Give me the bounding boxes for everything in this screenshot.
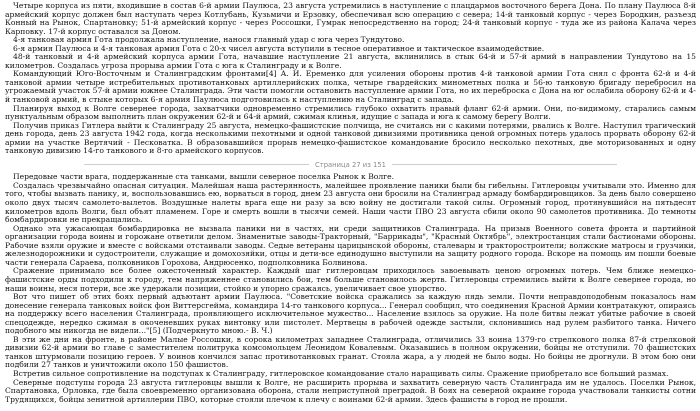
paragraph: 4-я танковая армия Гота продолжала наступление, нанося главный удар с юга через Тундутово. [13,35,405,45]
paragraph: Сражение принимало все более ожесточенный характер. Каждый шаг гитлеровцам приходилось завоевывать ценою огромных потерь. Чем ближе немецко-фашистские орды подходили к городу, тем напряженнее становились бои, тем больше становилось жертв. Гитлеровцы стремились выйти к Волге севернее города, но наши воины, неся потери, все же удержали позиции, стойко и упорно сражаясь, увеличивает свое упорство. [5,266,696,293]
paragraph: Вот что пишет об этих боях первый адъютант армии Паулюса. "Советские войска сражались за каждую пядь земли. Почти неправдоподобным показалось нам донесение генерала танковых войск фон Виттерсгейма, командира 14-го танкового корпуса... Генерал сообщил, что соединения Красной Армии контратакуют, опираясь на поддержку всего населения Сталинграда, проявляющего исключительное мужество... Население взялось за оружие. На поле битвы лежат убитые рабочие в своей спецодежде, нередко сжимая в окоченевших руках винтовку или пистолет. Мертвецы в рабочей одежде застыли, склонившись над рулем разбитого танка. Ничего подобного мы никогда не видели..."[5] (Подчеркнуто мною.- В. Ч.) [5,292,696,336]
paragraph: Командующий Юго-Восточным и Сталинградским фронтами[4] А. И. Еременко для усиления обороны против 4-й танковой армии Гота снял с фронта 62-й и 4-й танковой армии четыре истребительных противотанковых артиллерийских полка, четыре гвардейских минометных полка и 56-ю танковую бригаду перебросил на угрожаемый участок 57-й армии южнее Сталинграда. Эти части помогли остановить наступление армии Гота, но их переброска с Дона на юг ослабила оборону 62-й и 4-й танковой армий, в стыке которых 6-я армия Паулюса подготовилась к наступлению на Сталинград с запада. [5,69,696,105]
paragraph: Создалась чрезвычайно опасная ситуация. Малейшая наша растерянность, малейшее проявление паники были бы гибельны. Гитлеровцы учитывали это. Именно для того, чтобы вызвать панику, и, воспользовавшись ею, ворваться в город, днем 23 августа они бросили на Сталинград армаду бомбардировщиков. За день было совершено около двух тысяч самолето-вылетов. Воздушные налеты врага еще ни разу за всю войну не достигали такой силы. Огромный город, протянувшийся на пятьдесят километров вдоль Волги, был объят пламенем. Горе и смерть вошли в тысячи семей. Наши части ПВО 23 августа сбили около 90 самолетов противника. До темноты бомбардировки не прекращались. [5,180,696,225]
paragraph: Передовые части врага, поддержанные ста танками, вышли северное поселка Рынок к Волге. [13,172,395,182]
paragraph: Получив приказ Гитлера выйти к Сталинграду 25 августа, немецко-фашистские полчища, не считаясь ни с какими потерями, рвались к Волге. Наступил трагический день города, день 23 августа 1942 года, когда несколькими пехотными и одной танковой дивизиями противника ценой огромных потерь удалось прорвать оборону 62-й армии на участке Вертячий - Песковатка. В образовавшийся прорыв немецко-фашистское командование бросило несколько пехотных, две моторизованных и одну танковую дивизию 14-го танкового и 8-го армейского корпусов. [5,120,696,156]
page-bottom-text [5,173,696,404]
paragraph: Планируя выход к Волге севернее города, захватчики одновременно стремились глубоко охватить правый фланг 62-й армии. Они, по-видимому, старались самым пунктуальным образом выполнить план окружения 62-й и 64-й армий, сжимая клинья, идущие с запада и юга к самому берегу Волги. [5,103,696,122]
page-top-text [5,2,696,156]
paragraph: 48-й танковый и 4-й армейский корпуса армии Гота, начавшие наступление 21 августа, вклинились в стык 64-й и 57-й армий в направлении Тундутово на 15 километров. Создалась угроза прорыва армии Гота с юга к Сталинграду и к Волге. [5,52,696,70]
page-separator: Страница 27 из 151 [5,161,696,170]
paragraph: 6-я армия Паулюса и 4-я танковая армия Гота с 20-х чисел августа вступили в тесное оперативное и тактическое взаимодействие. [13,43,545,53]
paragraph: Северные подступы города 23 августа гитлеровцы вышли к Волге, не расширить прорыва и захватить северную часть Сталинграда им не удалось. Поселки Рынок, Спартановка, Орловка, где была своевременно организована оборона, стали неприступной преградой. В боях на северной окраине города участвовали танкисты сотни Трудящихся, бойцы зенитной артиллерии ПВО, которые стояли плечом к плечу с воинами 62-й армии. Здесь фашисты в город не прошли. [5,377,696,404]
paragraph: Однако эта ужасающая бомбардировка не вызвала паники ни в частях, ни среди защитников Сталинграда. На призыв Военного совета фронта и партийной организации города воины и горожане ответили делом. Знаменитые заводы-Тракторный, "Баррикады", "Красный Октябрь", электростанция стали бастионами обороны. Рабочие взяли оружие и вместе с войсками отстаивали заводы. Седые ветераны царицынской обороны, сталевары и тракторостроители; волжские матросы и грузчики, железнодорожники и судостроители, служащие и домохозяйки, отцы и дети-все единодушно выступили на защиту родного города. Вскоре на помощь им пошли боевые части генерала Сараева, полковников Горохова, Андрюсенко, подполковника Болвинова. [5,223,696,267]
paragraph: Четыре корпуса из пяти, входившие в состав 6-й армии Паулюса, 23 августа устремились в наступление с плацдармов восточного берега Дона. По плану Паулюса 8-й армейский корпус должен был наступать через Котлубань, Кузьмичи и Ерзовку, обеспечивая всю операцию с севера; 14-й танковый корпус - через Бородкин, разъезд Конный на Рынок, Спартановку; 51-й армейский корпус - через Россошки, Гумрак непосредственно на город; 24-й танковый корпус - туда же из района Калача через Карповку. 17-й корпус оставался за Доном. [5,1,696,36]
paragraph: Встретив сильное сопротивление на подступах к Сталинграду, гитлеровское командование стало наращивать силы. Сражение приобретало все больший размах. [13,368,669,378]
paragraph: В эти же дни на фронте, в районе Малые Россошки, в сорока километрах западнее Сталинграда, отличились 33 воина 1379-го стрелкового полка 87-й стрелковой дивизии 62-й армии во главе с заместителем политрука комсомольцем Леонидом Ковалевым. Оказавшись в полном окружении, бойцы не отступили. 70 фашистских танков штурмовали позицию героев. У воинов кончился запас противотанковых гранат. Стояла жара, а у людей не было воды. Но бойцы не дрогнули. В этом бою они подбили 27 танков и уничтожили около 150 фашистов. [5,334,696,370]
